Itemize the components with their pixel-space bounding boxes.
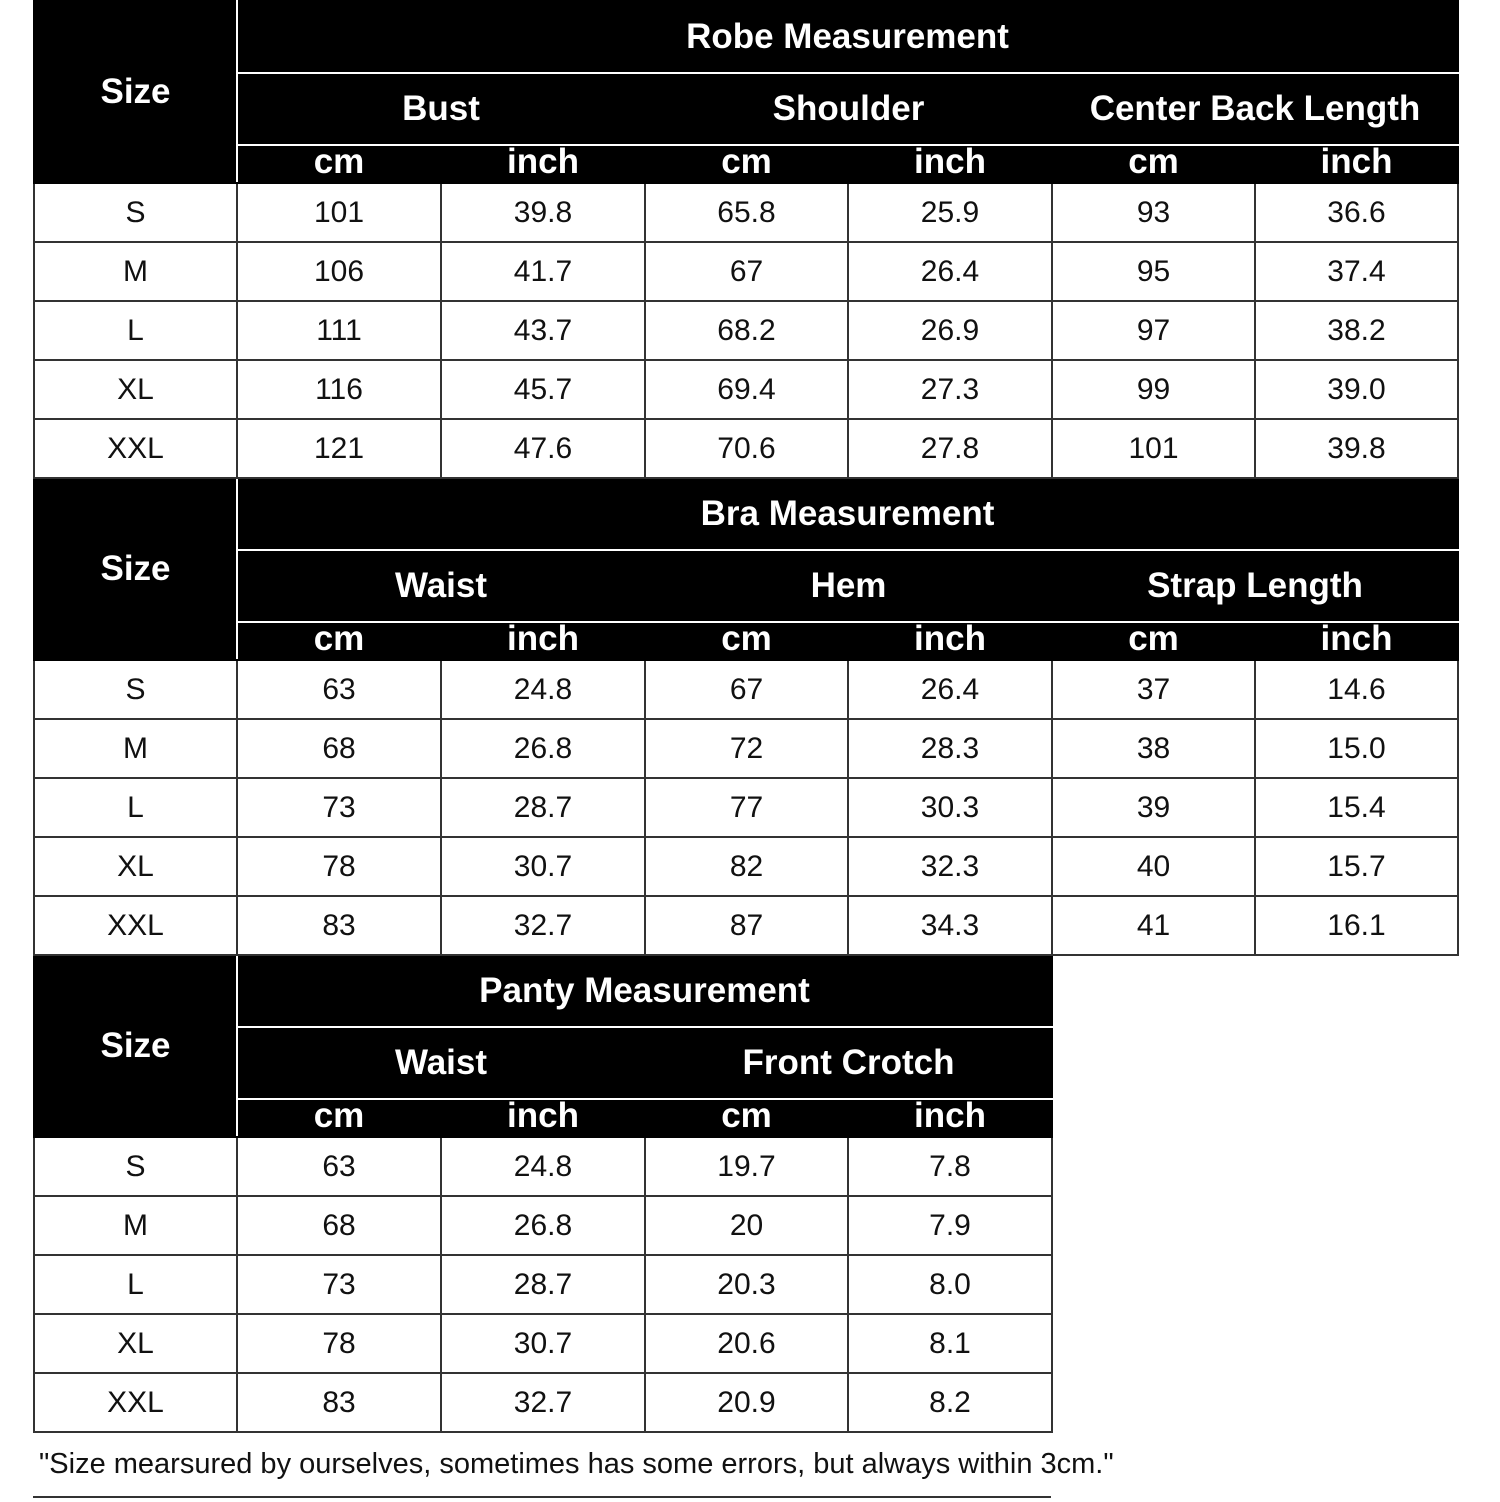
unit-header-cm-text: cm	[1128, 145, 1179, 181]
size-header: Size	[34, 1, 237, 183]
measurement-value: 32.7	[441, 1373, 645, 1432]
table-row	[34, 837, 1458, 896]
table-row	[34, 360, 1458, 419]
table-row	[34, 896, 1458, 955]
unit-header-inch-text: inch	[1320, 145, 1393, 181]
measurement-value: 27.3	[848, 360, 1052, 419]
unit-header-inch-text: inch	[914, 1099, 986, 1135]
measurement-value: 34.3	[848, 896, 1052, 955]
measurement-value: 63	[237, 660, 441, 719]
measurement-value: 116	[237, 360, 441, 419]
measurement-value: 41.7	[441, 242, 645, 301]
measurement-note: "Size mearsured by ourselves, sometimes has some errors, but always within 3cm."	[33, 1426, 1051, 1498]
unit-row	[34, 1099, 1458, 1137]
measurement-value: 15.7	[1255, 837, 1458, 896]
measurement-group-header: Front Crotch	[645, 1027, 1052, 1099]
measurement-group-header: Hem	[645, 550, 1052, 622]
unit-header-inch	[848, 145, 1052, 183]
unit-header-cm-text: cm	[313, 622, 365, 658]
section-title-row	[34, 478, 1458, 550]
size-label: XL	[34, 837, 237, 896]
measurement-value: 27.8	[848, 419, 1052, 478]
measurement-value: 20.3	[645, 1255, 848, 1314]
section-title: Robe Measurement	[237, 1, 1458, 73]
size-label: S	[34, 183, 237, 242]
unit-header-inch	[1255, 622, 1458, 660]
measurement-value: 37.4	[1255, 242, 1458, 301]
measurement-value: 39.8	[1255, 419, 1458, 478]
measurement-value: 20.9	[645, 1373, 848, 1432]
unit-header-inch-text: inch	[507, 145, 579, 181]
measurement-group-header: Waist	[237, 1027, 645, 1099]
unit-header-cm	[1052, 622, 1255, 660]
measurement-value: 20	[645, 1196, 848, 1255]
measurement-group-header: Center Back Length	[1052, 73, 1458, 145]
measurement-value: 83	[237, 896, 441, 955]
unit-header-inch-text: inch	[914, 622, 986, 658]
size-label: M	[34, 242, 237, 301]
unit-header-cm	[237, 622, 441, 660]
size-label: M	[34, 719, 237, 778]
table-row	[34, 778, 1458, 837]
table-row	[34, 1314, 1458, 1373]
unit-header-cm-text: cm	[1128, 622, 1179, 658]
unit-header-cm	[1052, 145, 1255, 183]
measurement-value: 40	[1052, 837, 1255, 896]
unit-header-cm-text: cm	[313, 1099, 365, 1135]
measurement-value: 63	[237, 1137, 441, 1196]
measurement-value: 47.6	[441, 419, 645, 478]
measurement-value: 28.7	[441, 1255, 645, 1314]
measurement-value: 14.6	[1255, 660, 1458, 719]
measurement-value: 26.4	[848, 242, 1052, 301]
measurement-value: 67	[645, 242, 848, 301]
measurement-value: 32.3	[848, 837, 1052, 896]
unit-header-inch-text: inch	[914, 145, 986, 181]
measurement-value: 111	[237, 301, 441, 360]
measurement-value: 24.8	[441, 660, 645, 719]
measurement-value: 28.7	[441, 778, 645, 837]
size-label: M	[34, 1196, 237, 1255]
size-label: XXL	[34, 896, 237, 955]
size-label: L	[34, 301, 237, 360]
size-label: S	[34, 660, 237, 719]
table-row	[34, 1255, 1458, 1314]
measurement-value: 78	[237, 1314, 441, 1373]
measurement-value: 67	[645, 660, 848, 719]
measurement-value: 28.3	[848, 719, 1052, 778]
measurement-value: 30.7	[441, 1314, 645, 1373]
unit-header-inch	[848, 1099, 1052, 1137]
size-label: XL	[34, 360, 237, 419]
measurement-value: 78	[237, 837, 441, 896]
measurement-value: 97	[1052, 301, 1255, 360]
measurement-value: 25.9	[848, 183, 1052, 242]
unit-header-cm-text: cm	[721, 622, 772, 658]
measurement-value: 73	[237, 1255, 441, 1314]
measurement-value: 26.8	[441, 719, 645, 778]
measurement-value: 16.1	[1255, 896, 1458, 955]
table-row	[34, 660, 1458, 719]
unit-header-cm	[645, 1099, 848, 1137]
measurement-value: 26.4	[848, 660, 1052, 719]
unit-header-cm-text: cm	[721, 1099, 772, 1135]
table-row	[34, 1196, 1458, 1255]
section-title-row	[34, 955, 1458, 1027]
unit-header-cm	[237, 145, 441, 183]
measurement-value: 77	[645, 778, 848, 837]
measurement-group-header: Shoulder	[645, 73, 1052, 145]
measurement-value: 39	[1052, 778, 1255, 837]
size-chart	[33, 0, 1459, 1433]
unit-row	[34, 145, 1458, 183]
section-title-row	[34, 1, 1458, 73]
measurement-value: 15.4	[1255, 778, 1458, 837]
measurement-value: 32.7	[441, 896, 645, 955]
measurement-value: 39.0	[1255, 360, 1458, 419]
measurement-value: 24.8	[441, 1137, 645, 1196]
measurement-value: 69.4	[645, 360, 848, 419]
table-row	[34, 1373, 1458, 1432]
unit-header-cm-text: cm	[721, 145, 772, 181]
measurement-value: 19.7	[645, 1137, 848, 1196]
measurement-value: 121	[237, 419, 441, 478]
measurement-value: 68	[237, 719, 441, 778]
unit-header-inch-text: inch	[1320, 622, 1393, 658]
unit-header-inch	[441, 1099, 645, 1137]
measurement-value: 30.3	[848, 778, 1052, 837]
measurement-group-row	[34, 550, 1458, 622]
unit-header-inch	[1255, 145, 1458, 183]
table-row	[34, 1137, 1458, 1196]
unit-header-inch	[441, 622, 645, 660]
unit-header-cm	[645, 145, 848, 183]
size-label: XXL	[34, 1373, 237, 1432]
measurement-value: 82	[645, 837, 848, 896]
measurement-value: 68.2	[645, 301, 848, 360]
measurement-group-header: Strap Length	[1052, 550, 1458, 622]
measurement-value: 8.1	[848, 1314, 1052, 1373]
measurement-value: 41	[1052, 896, 1255, 955]
measurement-value: 72	[645, 719, 848, 778]
table-row	[34, 419, 1458, 478]
unit-header-cm-text: cm	[313, 145, 365, 181]
table-row	[34, 301, 1458, 360]
size-header: Size	[34, 955, 237, 1137]
measurement-value: 68	[237, 1196, 441, 1255]
measurement-group-row	[34, 73, 1458, 145]
measurement-value: 45.7	[441, 360, 645, 419]
table-row	[34, 242, 1458, 301]
measurement-value: 30.7	[441, 837, 645, 896]
unit-header-cm	[237, 1099, 441, 1137]
measurement-value: 87	[645, 896, 848, 955]
measurement-value: 95	[1052, 242, 1255, 301]
unit-header-inch-text: inch	[507, 622, 579, 658]
measurement-value: 26.9	[848, 301, 1052, 360]
measurement-value: 8.2	[848, 1373, 1052, 1432]
size-header: Size	[34, 478, 237, 660]
measurement-value: 36.6	[1255, 183, 1458, 242]
measurement-group-header: Bust	[237, 73, 645, 145]
measurement-value: 93	[1052, 183, 1255, 242]
table-row	[34, 183, 1458, 242]
table-row	[34, 719, 1458, 778]
measurement-value: 73	[237, 778, 441, 837]
unit-header-inch	[441, 145, 645, 183]
measurement-value: 8.0	[848, 1255, 1052, 1314]
measurement-value: 83	[237, 1373, 441, 1432]
measurement-value: 26.8	[441, 1196, 645, 1255]
unit-header-inch-text: inch	[507, 1099, 579, 1135]
measurement-value: 37	[1052, 660, 1255, 719]
unit-header-cm	[645, 622, 848, 660]
size-label: L	[34, 778, 237, 837]
size-label: XXL	[34, 419, 237, 478]
measurement-value: 101	[1052, 419, 1255, 478]
size-label: XL	[34, 1314, 237, 1373]
measurement-group-header: Waist	[237, 550, 645, 622]
measurement-value: 39.8	[441, 183, 645, 242]
measurement-value: 99	[1052, 360, 1255, 419]
measurement-value: 20.6	[645, 1314, 848, 1373]
size-label: S	[34, 1137, 237, 1196]
measurement-value: 43.7	[441, 301, 645, 360]
measurement-value: 38.2	[1255, 301, 1458, 360]
measurement-value: 65.8	[645, 183, 848, 242]
measurement-value: 101	[237, 183, 441, 242]
section-title: Panty Measurement	[237, 955, 1052, 1027]
measurement-value: 15.0	[1255, 719, 1458, 778]
measurement-value: 106	[237, 242, 441, 301]
size-table	[33, 0, 1459, 1433]
section-title: Bra Measurement	[237, 478, 1458, 550]
measurement-value: 7.9	[848, 1196, 1052, 1255]
unit-header-inch	[848, 622, 1052, 660]
measurement-value: 70.6	[645, 419, 848, 478]
measurement-value: 38	[1052, 719, 1255, 778]
measurement-group-row	[34, 1027, 1458, 1099]
size-label: L	[34, 1255, 237, 1314]
measurement-value: 7.8	[848, 1137, 1052, 1196]
unit-row	[34, 622, 1458, 660]
